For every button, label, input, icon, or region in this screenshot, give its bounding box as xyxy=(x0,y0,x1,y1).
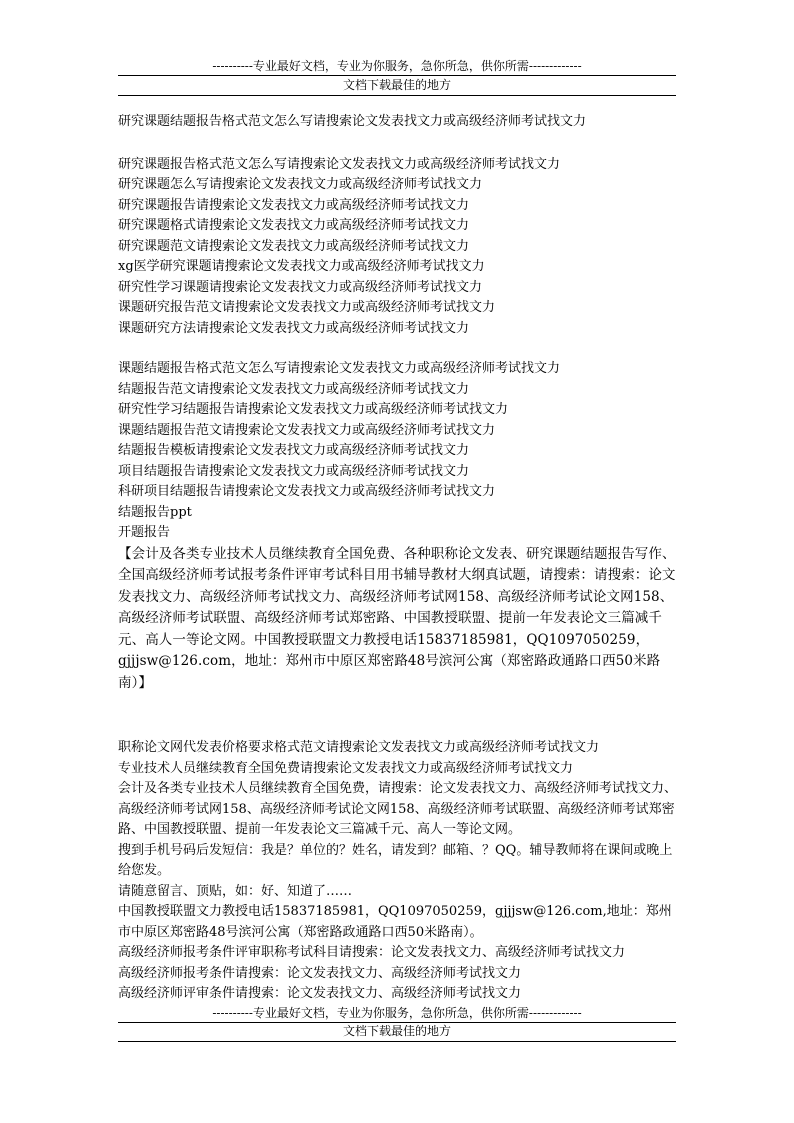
header-rule-bottom xyxy=(118,95,676,96)
footer-tagline: ----------专业最好文档，专业为你服务，急你所急，供你所需------------- xyxy=(212,1006,582,1020)
topic-list-conclusion xyxy=(118,359,678,544)
footer-rule xyxy=(118,1022,676,1023)
list-item: 科研项目结题报告请搜索论文发表找文力或高级经济师考试找文力 xyxy=(118,484,496,499)
list-item: 高级经济师报考条件评审职称考试科目请搜索：论文发表找文力、高级经济师考试找文力 xyxy=(118,945,626,960)
list-item: 研究课题范文请搜索论文发表找文力或高级经济师考试找文力 xyxy=(118,238,470,254)
list-item: 专业技术人员继续教育全国免费请搜索论文发表找文力或高级经济师考试找文力 xyxy=(118,760,574,776)
info-list xyxy=(118,738,678,1005)
list-item: 课题研究方法请搜索论文发表找文力或高级经济师考试找文力 xyxy=(118,320,470,336)
document-body xyxy=(118,112,678,1005)
list-item: 课题结题报告范文请搜索论文发表找文力或高级经济师考试找文力 xyxy=(118,422,496,438)
list-item: 职称论文网代发表价格要求格式范文请搜索论文发表找文力或高级经济师考试找文力 xyxy=(118,740,600,755)
list-item: 搜到手机号码后发短信：我是？单位的？姓名，请发到？邮箱、？QQ。辅导教师将在课间或晚上给您发。 xyxy=(118,842,673,878)
list-item: 研究性学习结题报告请搜索论文发表找文力或高级经济师考试找文力 xyxy=(118,402,509,417)
list-item: 研究课题报告格式范文怎么写请搜索论文发表找文力或高级经济师考试找文力 xyxy=(118,156,561,172)
list-item: 结题报告范文请搜索论文发表找文力或高级经济师考试找文力 xyxy=(118,381,470,397)
header-subtitle: 文档下载最佳的地方 xyxy=(342,78,451,92)
list-item: xg医学研究课题请搜索论文发表找文力或高级经济师考试找文力 xyxy=(118,259,485,274)
list-item: 结题报告ppt xyxy=(118,504,192,520)
page-header xyxy=(118,58,676,96)
list-item: 研究课题怎么写请搜索论文发表找文力或高级经济师考试找文力 xyxy=(118,177,483,192)
list-item: 高级经济师评审条件请搜索：论文发表找文力、高级经济师考试找文力 xyxy=(118,986,522,1001)
list-item: 高级经济师报考条件请搜索：论文发表找文力、高级经济师考试找文力 xyxy=(118,965,522,981)
list-item: 请随意留言、顶贴，如：好、知道了…… xyxy=(118,883,353,899)
list-item: 课题研究报告范文请搜索论文发表找文力或高级经济师考试找文力 xyxy=(118,300,496,315)
list-item: 项目结题报告请搜索论文发表找文力或高级经济师考试找文力 xyxy=(118,463,470,479)
topic-list-research xyxy=(118,155,678,340)
list-item: 研究课题格式请搜索论文发表找文力或高级经济师考试找文力 xyxy=(118,218,470,233)
page-footer xyxy=(118,1005,676,1042)
footer-rule-bottom xyxy=(118,1041,676,1042)
list-item: 研究性学习课题请搜索论文发表找文力或高级经济师考试找文力 xyxy=(118,279,483,295)
list-item: 课题结题报告格式范文怎么写请搜索论文发表找文力或高级经济师考试找文力 xyxy=(118,361,561,376)
list-item: 会计及各类专业技术人员继续教育全国免费，请搜索：论文发表找文力、高级经济师考试找文力、高级经济师考试网158、高级经济师考试论文网158、高级经济师考试联盟、高级经济师考试郑密路、中国教授联盟、提前一年发表论文三篇减千元、高人一等论文网。 xyxy=(118,781,678,837)
notice-paragraph: 【会计及各类专业技术人员继续教育全国免费、各种职称论文发表、研究课题结题报告写作、全国高级经济师考试报考条件评审考试科目用书辅导教材大纲真试题，请搜索：请搜索：论文发表找文力、高级经济师考试找文力、高级经济师考试网158、高级经济师考试论文网158、高级经济师考试联盟、高级经济师考试郑密路、中国教授联盟、提前一年发表论文三篇减千元、高人一等论文网。中国教授联盟文力教授电话15837185981，QQ1097050259，gjjjsw@126.com，地址：郑州市中原区郑密路48号滨河公寓（郑密路政通路口西50米路南）】 xyxy=(118,545,676,691)
header-rule xyxy=(118,75,676,76)
list-item: 结题报告模板请搜索论文发表找文力或高级经济师考试找文力 xyxy=(118,443,470,458)
document-title: 研究课题结题报告格式范文怎么写请搜索论文发表找文力或高级经济师考试找文力 xyxy=(118,114,587,129)
footer-subtitle: 文档下载最佳的地方 xyxy=(342,1024,451,1038)
list-item: 开题报告 xyxy=(118,525,171,540)
list-item: 中国教授联盟文力教授电话15837185981，QQ1097050259，gjjjsw@126.com,地址：郑州市中原区郑密路48号滨河公寓（郑密路政通路口西50米路南）。 xyxy=(118,904,672,940)
list-item: 研究课题报告请搜索论文发表找文力或高级经济师考试找文力 xyxy=(118,197,470,213)
header-tagline: ----------专业最好文档，专业为你服务，急你所急，供你所需------------- xyxy=(212,59,582,73)
